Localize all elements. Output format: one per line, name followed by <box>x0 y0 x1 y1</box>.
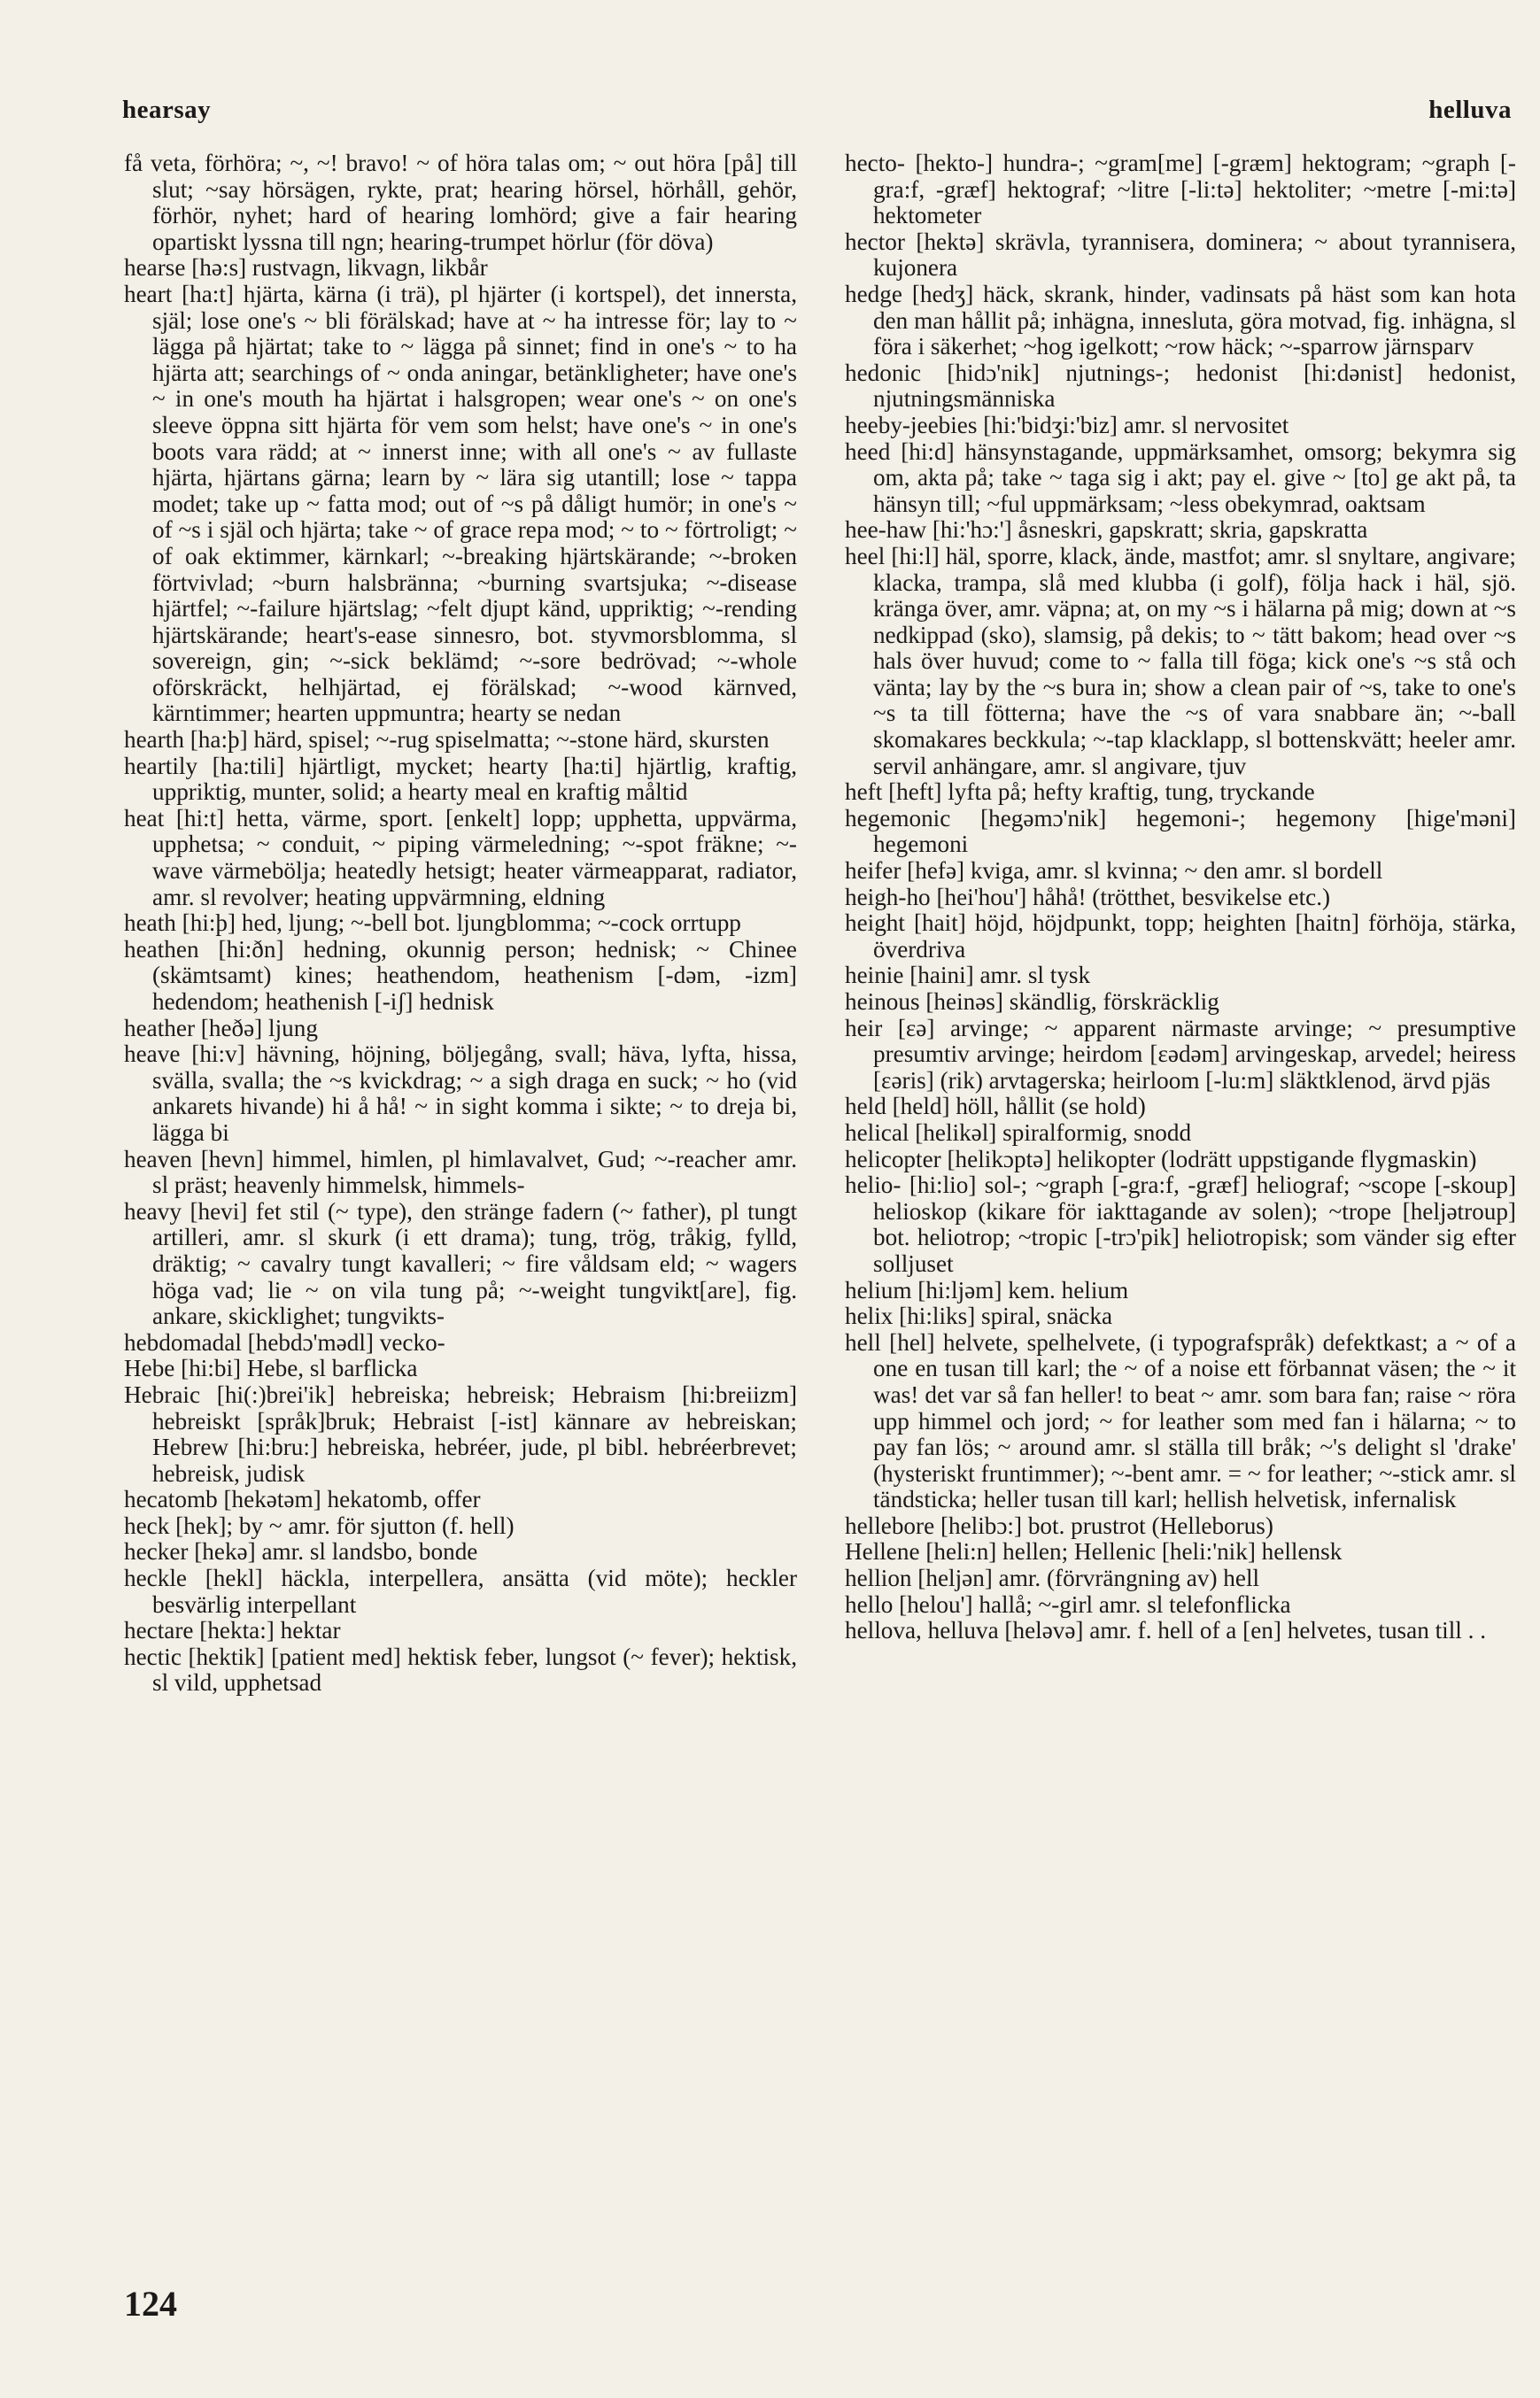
dictionary-entry: heifer [hefə] kviga, amr. sl kvinna; ~ den amr. sl bordell <box>845 857 1383 885</box>
dictionary-entry: hector [hektə] skrävla, tyrannisera, dominera; ~ about tyrannisera, kujonera <box>845 228 1516 282</box>
dictionary-entry: hee-haw [hi:'hɔ:'] åsneskri, gapskratt; skria, gapskratta <box>845 516 1368 544</box>
dictionary-entry: heir [ɛə] arvinge; ~ apparent närmaste arvinge; ~ presumptive presumtiv arvinge; heirdom [ɛədəm] arvingeskap, arvedel; heiress [ɛəris] (rik) arvtagerska; heirloom [-lu:m] släktklenod, ärvd pjäs <box>845 1014 1516 1094</box>
dictionary-entry: hellion [heljən] amr. (förvrängning av) hell <box>845 1565 1260 1592</box>
dictionary-entry: hectare [hekta:] hektar <box>124 1617 341 1644</box>
dictionary-entry: helio- [hi:lio] sol-; ~graph [-gra:f, -græf] heliograf; ~scope [-skoup] helioskop (kikare för iakttagande av solen); ~trope [heljətroup] bot. heliotrop; ~tropic [-trɔ'pik] heliotropisk; som vänder sig efter solljuset <box>845 1172 1516 1277</box>
dictionary-entry: hellova, helluva [heləvə] amr. f. hell of a [en] helvetes, tusan till . . <box>845 1617 1486 1644</box>
dictionary-entry: heathen [hi:ðn] hedning, okunnig person; hednisk; ~ Chinee (skämtsamt) kines; heathendom, heathenism [-dəm, -izm] hedendom; heathenish [-iʃ] hednisk <box>124 935 797 1015</box>
dictionary-entry: heck [hek]; by ~ amr. för sjutton (f. hell) <box>124 1512 515 1539</box>
dictionary-entry: heckle [hekl] häckla, interpellera, ansätta (vid möte); heckler besvärlig interpellant <box>124 1565 797 1618</box>
dictionary-entry: hegemonic [hegəmɔ'nik] hegemoni-; hegemony [hige'məni] hegemoni <box>845 804 1516 858</box>
dictionary-entry: hedge [hedʒ] häck, skrank, hinder, vadinsats på häst som kan hota den man hållit på; inhägna, innesluta, göra motvad, fig. inhägna, sl föra i säkerhet; ~hog igelkott; ~row häck; ~-sparrow järnsparv <box>845 280 1516 360</box>
dictionary-entry: heartily [ha:tili] hjärtligt, mycket; hearty [ha:ti] hjärtlig, kraftig, uppriktig, munter, solid; a hearty meal en kraftig måltid <box>124 752 797 806</box>
dictionary-entry: hectic [hektik] [patient med] hektisk feber, lungsot (~ fever); hektisk, sl vild, upphetsad <box>124 1643 797 1697</box>
running-head-right: helluva <box>1428 96 1512 124</box>
dictionary-entry: heath [hi:þ] hed, ljung; ~-bell bot. ljungblomma; ~-cock orrtupp <box>124 909 741 937</box>
dictionary-entry: hearse [hə:s] rustvagn, likvagn, likbår <box>124 254 488 282</box>
dictionary-entry: heel [hi:l] häl, sporre, klack, ände, mastfot; amr. sl snyltare, angivare; klacka, trampa, slå med klubba (i golf), följa hack i häl, sjö. kränga över, amr. väpna; at, on my ~s i hälarna på mig; down at ~s nedkippad (sko), slamsig, på dekis; to ~ tätt bakom; head over ~s hals över huvud; come to ~ falla till föga; kick one's ~s stå och vänta; lay by the ~s bura in; show a clean pair of ~s, take to one's ~s ta till fötterna; have the ~s of vara snabbare än; ~-ball skomakares beckkula; ~-tap klacklapp, sl bottenskvätt; heeler amr. servil anhängare, amr. sl angivare, tjuv <box>845 542 1516 779</box>
dictionary-entry: hello [helou'] hallå; ~-girl amr. sl telefonflicka <box>845 1590 1291 1618</box>
page-number: 124 <box>124 2284 177 2324</box>
dictionary-entry: helical [helikəl] spiralformig, snodd <box>845 1118 1192 1146</box>
dictionary-entry: hecatomb [hekətəm] hekatomb, offer <box>124 1486 481 1513</box>
dictionary-entry: held [held] höll, hållit (se hold) <box>845 1093 1146 1120</box>
dictionary-entry: heaven [hevn] himmel, himlen, pl himlavalvet, Gud; ~-reacher amr. sl präst; heavenly himmelsk, himmels- <box>124 1145 797 1199</box>
dictionary-entry: få veta, förhöra; ~, ~! bravo! ~ of höra talas om; ~ out höra [på] till slut; ~say hörsägen, rykte, prat; hearing hörsel, hörhåll, gehör, förhör, nyhet; hard of hearing lomhörd; give a fair hearing opartiskt lyssna till ngn; hearing-trumpet hörlur (för döva) <box>124 150 797 255</box>
dictionary-entry: hedonic [hidɔ'nik] njutnings-; hedonist [hi:dənist] hedonist, njutningsmänniska <box>845 359 1516 413</box>
dictionary-entry: Hellene [heli:n] hellen; Hellenic [heli:'nik] hellensk <box>845 1538 1343 1566</box>
dictionary-entry: hellebore [helibɔ:] bot. prustrot (Helleborus) <box>845 1512 1273 1539</box>
dictionary-entry: hearth [ha:þ] härd, spisel; ~-rug spiselmatta; ~-stone härd, skursten <box>124 726 770 754</box>
dictionary-entry: hecto- [hekto-] hundra-; ~gram[me] [-græm] hektogram; ~graph [-gra:f, -græf] hektograf; ~litre [-li:tə] hektoliter; ~metre [-mi:tə] hektometer <box>845 150 1516 229</box>
dictionary-entry: heinie [haini] amr. sl tysk <box>845 962 1091 989</box>
dictionary-entry: heave [hi:v] hävning, höjning, böljegång, svall; häva, lyfta, hissa, svälla, svalla; the ~s kvickdrag; ~ a sigh draga en suck; ~ ho (vid ankarets hivande) hi å hå! ~ in sight komma i sikte; ~ to dreja bi, lägga bi <box>124 1040 797 1146</box>
dictionary-entry: Hebraic [hi(:)brei'ik] hebreiska; hebreisk; Hebraism [hi:breiizm] hebreiskt [språk]bruk; Hebraist [-ist] kännare av hebreiskan; Hebrew [hi:bru:] hebreiska, hebréer, jude, pl bibl. hebréerbrevet; hebreisk, judisk <box>124 1381 797 1487</box>
dictionary-entry: heart [ha:t] hjärta, kärna (i trä), pl hjärter (i kortspel), det innersta, själ; lose one's ~ bli förälskad; have at ~ ha intresse för; lay to ~ lägga på hjärtat; take to ~ lägga på sinnet; find in one's ~ to ha hjärta att; searchings of ~ onda aningar, betänkligheter; have one's ~ in one's mouth ha hjärtat i halsgropen; wear one's ~ on one's sleeve öppna sitt hjärta för vem som helst; have one's ~ in one's boots vara rädd; at ~ innerst inne; with all one's ~ av fullaste hjärta, hjärtans gärna; learn by ~ lära sig utantill; lose ~ tappa modet; take up ~ fatta mod; out of ~s på dåligt humör; in one's ~ of ~s i själ och hjärta; take ~ of grace repa mod; ~ to ~ förtroligt; ~ of oak ektimmer, kärnkarl; ~-breaking hjärtskärande; ~-broken förtvivlad; ~burn halsbränna; ~burning svartsjuka; ~-disease hjärtfel; ~-failure hjärtslag; ~felt djupt känd, uppriktig; ~-rending hjärtskärande; heart's-ease sinnesro, bot. styvmorsblomma, sl sovereign, gin; ~-sick beklämd; ~-sore bedrövad; ~-whole oförskräckt, helhjärtad, ej förälskad; ~-wood kärnved, kärntimmer; hearten uppmuntra; hearty se nedan <box>124 280 797 727</box>
dictionary-entry: helium [hi:ljəm] kem. helium <box>845 1276 1129 1303</box>
dictionary-entry: helicopter [helikɔptə] helikopter (lodrätt uppstigande flygmaskin) <box>845 1145 1477 1172</box>
dictionary-entry: heather [heðə] ljung <box>124 1014 318 1041</box>
dictionary-entry: Hebe [hi:bi] Hebe, sl barflicka <box>124 1355 418 1382</box>
dictionary-entry: heigh-ho [hei'hou'] håhå! (trötthet, besvikelse etc.) <box>845 883 1331 910</box>
dictionary-entry: heavy [hevi] fet stil (~ type), den stränge fadern (~ father), pl tungt artilleri, amr. sl skurk (i ett drama); tung, trög, tråkig, fylld, dräktig; ~ cavalry tungt kavalleri; ~ fire våldsam eld; ~ wagers höga vad; lie ~ on vila tung på; ~-weight tungvikt[are], fig. ankare, skicklighet; tungvikts- <box>124 1197 797 1330</box>
dictionary-entry: height [hait] höjd, höjdpunkt, topp; heighten [haitn] förhöja, stärka, överdriva <box>845 909 1516 963</box>
dictionary-entry: heed [hi:d] hänsynstagande, uppmärksamhet, omsorg; bekymra sig om, akta på; take ~ taga sig i akt; pay el. give ~ [to] ge akt på, ta hänsyn till; ~ful uppmärksam; ~less obekymrad, oaktsam <box>845 437 1516 517</box>
dictionary-entry: heft [heft] lyfta på; hefty kraftig, tung, tryckande <box>845 778 1315 806</box>
left-column <box>124 151 797 1697</box>
dictionary-entry: hecker [hekə] amr. sl landsbo, bonde <box>124 1538 478 1566</box>
dictionary-entry: heat [hi:t] hetta, värme, sport. [enkelt] lopp; upphetta, uppvärma, upphetsa; ~ conduit, ~ piping värmeledning; ~-spot fräkne; ~-wave värmebölja; heatedly hetsigt; heater värmeapparat, radiator, amr. sl revolver; heating uppvärmning, eldning <box>124 804 797 910</box>
dictionary-entry: hebdomadal [hebdɔ'mədl] vecko- <box>124 1328 445 1356</box>
dictionary-entry: hell [hel] helvete, spelhelvete, (i typografspråk) defektkast; a ~ of a one en tusan till karl; the ~ of a noise ett förbannat väsen; the ~ it was! det var så fan heller! to beat ~ amr. som bara fan; raise ~ röra upp himmel och jord; ~ for leather som med fan i hälarna; ~ to pay fan lös; ~ around amr. sl ställa till bråk; ~'s delight sl 'drake' (hysteriskt fruntimmer); ~-bent amr. = ~ for leather; ~-stick amr. sl tändsticka; heller tusan till karl; hellish helvetisk, infernalisk <box>845 1328 1516 1513</box>
right-column <box>845 151 1516 1644</box>
running-head-left: hearsay <box>122 96 212 124</box>
dictionary-entry: helix [hi:liks] spiral, snäcka <box>845 1303 1113 1330</box>
dictionary-entry: heinous [heinəs] skändlig, förskräcklig <box>845 988 1219 1015</box>
dictionary-entry: heeby-jeebies [hi:'bidʒi:'biz] amr. sl nervositet <box>845 411 1289 438</box>
